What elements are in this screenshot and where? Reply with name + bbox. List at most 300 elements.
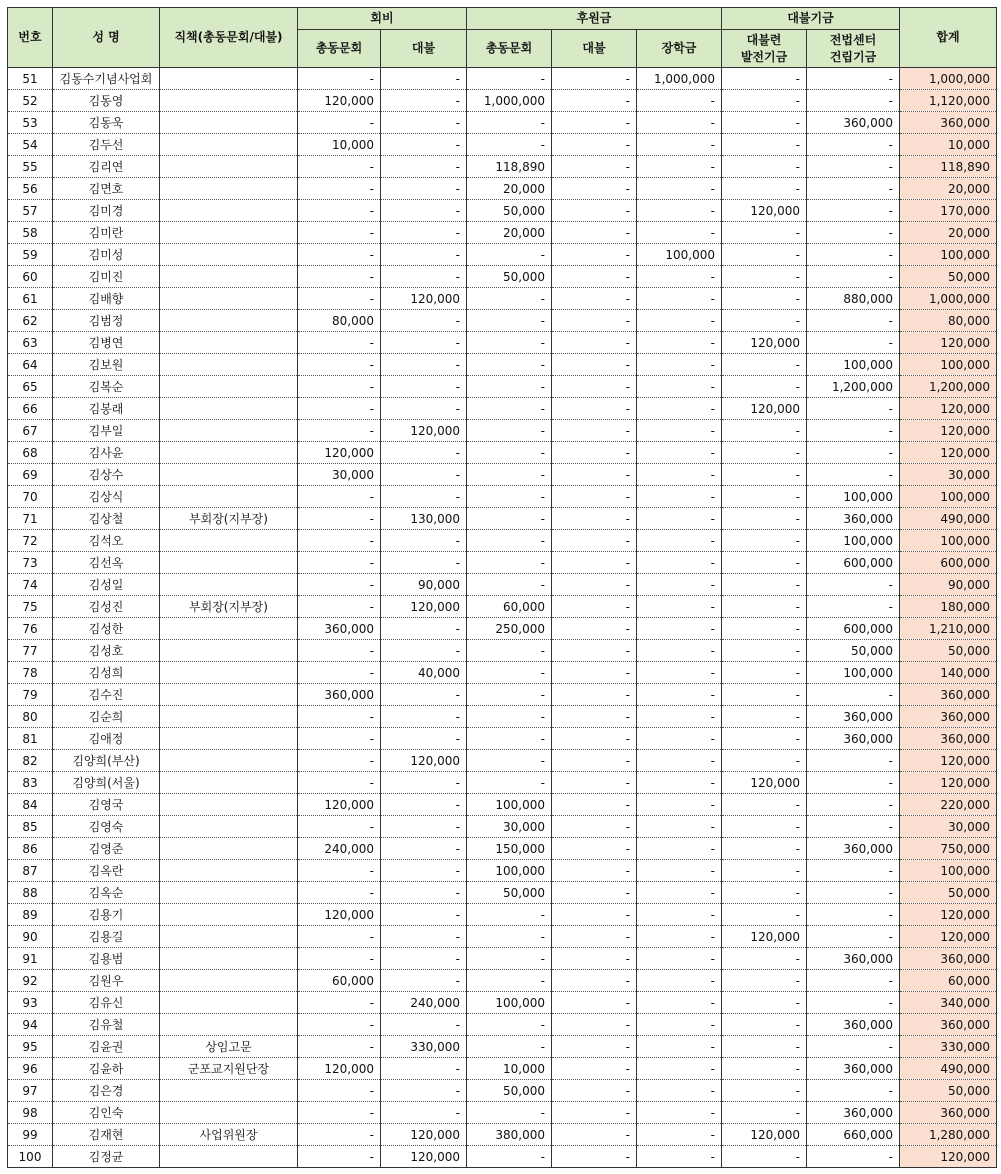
- row-number-cell[interactable]: 63: [8, 332, 53, 354]
- development-fund-cell[interactable]: -: [722, 310, 807, 332]
- membership-daebul-cell[interactable]: -: [381, 376, 467, 398]
- row-number-cell[interactable]: 78: [8, 662, 53, 684]
- scholarship-cell[interactable]: -: [637, 376, 722, 398]
- name-cell[interactable]: 김원우: [53, 970, 160, 992]
- membership-daebul-cell[interactable]: -: [381, 464, 467, 486]
- total-cell[interactable]: 360,000: [900, 728, 997, 750]
- membership-daebul-cell[interactable]: 120,000: [381, 420, 467, 442]
- row-number-cell[interactable]: 83: [8, 772, 53, 794]
- membership-alumni-cell[interactable]: -: [298, 266, 381, 288]
- total-cell[interactable]: 360,000: [900, 1014, 997, 1036]
- row-number-cell[interactable]: 87: [8, 860, 53, 882]
- membership-daebul-cell[interactable]: -: [381, 552, 467, 574]
- total-cell[interactable]: 170,000: [900, 200, 997, 222]
- role-cell[interactable]: [160, 486, 298, 508]
- name-cell[interactable]: 김미성: [53, 244, 160, 266]
- total-cell[interactable]: 120,000: [900, 442, 997, 464]
- name-cell[interactable]: 김애정: [53, 728, 160, 750]
- scholarship-cell[interactable]: -: [637, 1014, 722, 1036]
- sponsorship-alumni-cell[interactable]: 1,000,000: [467, 90, 552, 112]
- membership-daebul-cell[interactable]: -: [381, 1014, 467, 1036]
- sponsorship-daebul-cell[interactable]: -: [552, 948, 637, 970]
- development-fund-cell[interactable]: 120,000: [722, 332, 807, 354]
- sponsorship-alumni-cell[interactable]: -: [467, 486, 552, 508]
- role-cell[interactable]: [160, 706, 298, 728]
- sponsorship-daebul-cell[interactable]: -: [552, 134, 637, 156]
- row-number-cell[interactable]: 89: [8, 904, 53, 926]
- center-fund-cell[interactable]: 360,000: [807, 838, 900, 860]
- membership-daebul-cell[interactable]: -: [381, 970, 467, 992]
- membership-alumni-cell[interactable]: -: [298, 640, 381, 662]
- name-cell[interactable]: 김옥순: [53, 882, 160, 904]
- total-cell[interactable]: 490,000: [900, 1058, 997, 1080]
- scholarship-cell[interactable]: -: [637, 1124, 722, 1146]
- membership-alumni-cell[interactable]: -: [298, 596, 381, 618]
- development-fund-cell[interactable]: 120,000: [722, 772, 807, 794]
- development-fund-cell[interactable]: -: [722, 970, 807, 992]
- sponsorship-daebul-cell[interactable]: -: [552, 926, 637, 948]
- membership-daebul-cell[interactable]: -: [381, 838, 467, 860]
- center-fund-cell[interactable]: -: [807, 992, 900, 1014]
- row-number-cell[interactable]: 93: [8, 992, 53, 1014]
- total-cell[interactable]: 118,890: [900, 156, 997, 178]
- name-cell[interactable]: 김양희(부산): [53, 750, 160, 772]
- membership-alumni-cell[interactable]: -: [298, 420, 381, 442]
- total-cell[interactable]: 60,000: [900, 970, 997, 992]
- sponsorship-alumni-cell[interactable]: 100,000: [467, 794, 552, 816]
- center-fund-cell[interactable]: 100,000: [807, 530, 900, 552]
- membership-alumni-cell[interactable]: -: [298, 376, 381, 398]
- membership-daebul-cell[interactable]: -: [381, 332, 467, 354]
- role-cell[interactable]: 사업위원장: [160, 1124, 298, 1146]
- membership-alumni-cell[interactable]: -: [298, 728, 381, 750]
- membership-daebul-cell[interactable]: -: [381, 354, 467, 376]
- header-membership-alumni[interactable]: 총동문회: [298, 30, 381, 68]
- sponsorship-daebul-cell[interactable]: -: [552, 882, 637, 904]
- header-fund-development[interactable]: 대불련 발전기금: [722, 30, 807, 68]
- role-cell[interactable]: [160, 794, 298, 816]
- header-membership-daebul[interactable]: 대불: [381, 30, 467, 68]
- row-number-cell[interactable]: 92: [8, 970, 53, 992]
- center-fund-cell[interactable]: -: [807, 882, 900, 904]
- center-fund-cell[interactable]: -: [807, 178, 900, 200]
- role-cell[interactable]: [160, 112, 298, 134]
- role-cell[interactable]: [160, 1102, 298, 1124]
- sponsorship-alumni-cell[interactable]: -: [467, 926, 552, 948]
- scholarship-cell[interactable]: -: [637, 970, 722, 992]
- name-cell[interactable]: 김용길: [53, 926, 160, 948]
- membership-daebul-cell[interactable]: -: [381, 640, 467, 662]
- membership-daebul-cell[interactable]: -: [381, 860, 467, 882]
- total-cell[interactable]: 120,000: [900, 1146, 997, 1168]
- scholarship-cell[interactable]: -: [637, 1058, 722, 1080]
- header-no[interactable]: 번호: [8, 8, 53, 68]
- total-cell[interactable]: 50,000: [900, 266, 997, 288]
- role-cell[interactable]: [160, 420, 298, 442]
- sponsorship-daebul-cell[interactable]: -: [552, 1036, 637, 1058]
- sponsorship-alumni-cell[interactable]: -: [467, 398, 552, 420]
- sponsorship-daebul-cell[interactable]: -: [552, 1102, 637, 1124]
- sponsorship-daebul-cell[interactable]: -: [552, 1014, 637, 1036]
- header-group-membership[interactable]: 회비: [298, 8, 467, 30]
- sponsorship-daebul-cell[interactable]: -: [552, 1124, 637, 1146]
- row-number-cell[interactable]: 58: [8, 222, 53, 244]
- name-cell[interactable]: 김범정: [53, 310, 160, 332]
- center-fund-cell[interactable]: 360,000: [807, 706, 900, 728]
- name-cell[interactable]: 김사윤: [53, 442, 160, 464]
- row-number-cell[interactable]: 72: [8, 530, 53, 552]
- sponsorship-alumni-cell[interactable]: 250,000: [467, 618, 552, 640]
- sponsorship-alumni-cell[interactable]: -: [467, 904, 552, 926]
- development-fund-cell[interactable]: -: [722, 728, 807, 750]
- membership-alumni-cell[interactable]: -: [298, 882, 381, 904]
- scholarship-cell[interactable]: -: [637, 728, 722, 750]
- row-number-cell[interactable]: 75: [8, 596, 53, 618]
- total-cell[interactable]: 600,000: [900, 552, 997, 574]
- total-cell[interactable]: 120,000: [900, 398, 997, 420]
- scholarship-cell[interactable]: -: [637, 530, 722, 552]
- sponsorship-alumni-cell[interactable]: 118,890: [467, 156, 552, 178]
- role-cell[interactable]: [160, 662, 298, 684]
- development-fund-cell[interactable]: 120,000: [722, 926, 807, 948]
- development-fund-cell[interactable]: -: [722, 992, 807, 1014]
- sponsorship-daebul-cell[interactable]: -: [552, 904, 637, 926]
- development-fund-cell[interactable]: -: [722, 266, 807, 288]
- membership-daebul-cell[interactable]: 120,000: [381, 1124, 467, 1146]
- development-fund-cell[interactable]: -: [722, 1036, 807, 1058]
- name-cell[interactable]: 김성일: [53, 574, 160, 596]
- development-fund-cell[interactable]: -: [722, 948, 807, 970]
- role-cell[interactable]: [160, 398, 298, 420]
- membership-daebul-cell[interactable]: 130,000: [381, 508, 467, 530]
- total-cell[interactable]: 1,120,000: [900, 90, 997, 112]
- name-cell[interactable]: 김동영: [53, 90, 160, 112]
- development-fund-cell[interactable]: -: [722, 640, 807, 662]
- sponsorship-daebul-cell[interactable]: -: [552, 310, 637, 332]
- row-number-cell[interactable]: 61: [8, 288, 53, 310]
- sponsorship-alumni-cell[interactable]: -: [467, 288, 552, 310]
- scholarship-cell[interactable]: -: [637, 662, 722, 684]
- name-cell[interactable]: 김인숙: [53, 1102, 160, 1124]
- development-fund-cell[interactable]: -: [722, 68, 807, 90]
- center-fund-cell[interactable]: 600,000: [807, 552, 900, 574]
- sponsorship-alumni-cell[interactable]: 150,000: [467, 838, 552, 860]
- scholarship-cell[interactable]: -: [637, 596, 722, 618]
- sponsorship-alumni-cell[interactable]: 50,000: [467, 200, 552, 222]
- membership-alumni-cell[interactable]: -: [298, 244, 381, 266]
- name-cell[interactable]: 김용범: [53, 948, 160, 970]
- total-cell[interactable]: 30,000: [900, 816, 997, 838]
- sponsorship-daebul-cell[interactable]: -: [552, 332, 637, 354]
- total-cell[interactable]: 360,000: [900, 112, 997, 134]
- scholarship-cell[interactable]: -: [637, 134, 722, 156]
- scholarship-cell[interactable]: -: [637, 618, 722, 640]
- name-cell[interactable]: 김옥란: [53, 860, 160, 882]
- header-name[interactable]: 성 명: [53, 8, 160, 68]
- membership-daebul-cell[interactable]: -: [381, 90, 467, 112]
- role-cell[interactable]: [160, 310, 298, 332]
- scholarship-cell[interactable]: -: [637, 794, 722, 816]
- scholarship-cell[interactable]: -: [637, 1080, 722, 1102]
- total-cell[interactable]: 100,000: [900, 354, 997, 376]
- membership-alumni-cell[interactable]: -: [298, 552, 381, 574]
- membership-alumni-cell[interactable]: 30,000: [298, 464, 381, 486]
- sponsorship-daebul-cell[interactable]: -: [552, 354, 637, 376]
- sponsorship-daebul-cell[interactable]: -: [552, 838, 637, 860]
- role-cell[interactable]: [160, 618, 298, 640]
- membership-daebul-cell[interactable]: -: [381, 222, 467, 244]
- row-number-cell[interactable]: 82: [8, 750, 53, 772]
- role-cell[interactable]: [160, 464, 298, 486]
- center-fund-cell[interactable]: -: [807, 222, 900, 244]
- sponsorship-alumni-cell[interactable]: -: [467, 376, 552, 398]
- membership-daebul-cell[interactable]: -: [381, 794, 467, 816]
- header-role[interactable]: 직책(총동문회/대불): [160, 8, 298, 68]
- scholarship-cell[interactable]: -: [637, 486, 722, 508]
- sponsorship-alumni-cell[interactable]: -: [467, 508, 552, 530]
- name-cell[interactable]: 김복순: [53, 376, 160, 398]
- development-fund-cell[interactable]: -: [722, 1014, 807, 1036]
- name-cell[interactable]: 김윤권: [53, 1036, 160, 1058]
- role-cell[interactable]: [160, 200, 298, 222]
- development-fund-cell[interactable]: -: [722, 794, 807, 816]
- membership-daebul-cell[interactable]: -: [381, 618, 467, 640]
- name-cell[interactable]: 김상철: [53, 508, 160, 530]
- center-fund-cell[interactable]: -: [807, 398, 900, 420]
- row-number-cell[interactable]: 74: [8, 574, 53, 596]
- scholarship-cell[interactable]: -: [637, 750, 722, 772]
- role-cell[interactable]: [160, 266, 298, 288]
- total-cell[interactable]: 120,000: [900, 772, 997, 794]
- role-cell[interactable]: [160, 1146, 298, 1168]
- role-cell[interactable]: [160, 750, 298, 772]
- scholarship-cell[interactable]: -: [637, 1102, 722, 1124]
- sponsorship-alumni-cell[interactable]: 10,000: [467, 1058, 552, 1080]
- development-fund-cell[interactable]: -: [722, 288, 807, 310]
- role-cell[interactable]: [160, 816, 298, 838]
- development-fund-cell[interactable]: -: [722, 178, 807, 200]
- membership-daebul-cell[interactable]: -: [381, 200, 467, 222]
- role-cell[interactable]: [160, 552, 298, 574]
- membership-alumni-cell[interactable]: -: [298, 508, 381, 530]
- center-fund-cell[interactable]: -: [807, 332, 900, 354]
- development-fund-cell[interactable]: -: [722, 838, 807, 860]
- center-fund-cell[interactable]: -: [807, 1146, 900, 1168]
- name-cell[interactable]: 김영국: [53, 794, 160, 816]
- row-number-cell[interactable]: 64: [8, 354, 53, 376]
- scholarship-cell[interactable]: -: [637, 574, 722, 596]
- total-cell[interactable]: 120,000: [900, 332, 997, 354]
- center-fund-cell[interactable]: -: [807, 244, 900, 266]
- center-fund-cell[interactable]: 100,000: [807, 486, 900, 508]
- membership-alumni-cell[interactable]: 360,000: [298, 618, 381, 640]
- total-cell[interactable]: 360,000: [900, 706, 997, 728]
- name-cell[interactable]: 김보원: [53, 354, 160, 376]
- sponsorship-alumni-cell[interactable]: -: [467, 662, 552, 684]
- name-cell[interactable]: 김유철: [53, 1014, 160, 1036]
- center-fund-cell[interactable]: 100,000: [807, 354, 900, 376]
- scholarship-cell[interactable]: -: [637, 706, 722, 728]
- membership-alumni-cell[interactable]: -: [298, 1080, 381, 1102]
- membership-daebul-cell[interactable]: -: [381, 486, 467, 508]
- sponsorship-alumni-cell[interactable]: -: [467, 970, 552, 992]
- membership-alumni-cell[interactable]: 120,000: [298, 904, 381, 926]
- sponsorship-daebul-cell[interactable]: -: [552, 794, 637, 816]
- role-cell[interactable]: [160, 970, 298, 992]
- sponsorship-daebul-cell[interactable]: -: [552, 662, 637, 684]
- sponsorship-daebul-cell[interactable]: -: [552, 1146, 637, 1168]
- sponsorship-daebul-cell[interactable]: -: [552, 486, 637, 508]
- row-number-cell[interactable]: 96: [8, 1058, 53, 1080]
- sponsorship-alumni-cell[interactable]: -: [467, 112, 552, 134]
- row-number-cell[interactable]: 71: [8, 508, 53, 530]
- header-fund-center[interactable]: 전법센터 건립기금: [807, 30, 900, 68]
- row-number-cell[interactable]: 86: [8, 838, 53, 860]
- sponsorship-alumni-cell[interactable]: -: [467, 1146, 552, 1168]
- name-cell[interactable]: 김리연: [53, 156, 160, 178]
- development-fund-cell[interactable]: -: [722, 420, 807, 442]
- scholarship-cell[interactable]: -: [637, 464, 722, 486]
- total-cell[interactable]: 50,000: [900, 1080, 997, 1102]
- total-cell[interactable]: 1,280,000: [900, 1124, 997, 1146]
- role-cell[interactable]: [160, 860, 298, 882]
- scholarship-cell[interactable]: -: [637, 442, 722, 464]
- row-number-cell[interactable]: 90: [8, 926, 53, 948]
- sponsorship-alumni-cell[interactable]: -: [467, 442, 552, 464]
- sponsorship-daebul-cell[interactable]: -: [552, 750, 637, 772]
- scholarship-cell[interactable]: -: [637, 112, 722, 134]
- role-cell[interactable]: [160, 640, 298, 662]
- membership-daebul-cell[interactable]: -: [381, 948, 467, 970]
- row-number-cell[interactable]: 95: [8, 1036, 53, 1058]
- total-cell[interactable]: 360,000: [900, 684, 997, 706]
- membership-daebul-cell[interactable]: 330,000: [381, 1036, 467, 1058]
- name-cell[interactable]: 김병연: [53, 332, 160, 354]
- row-number-cell[interactable]: 69: [8, 464, 53, 486]
- scholarship-cell[interactable]: -: [637, 178, 722, 200]
- scholarship-cell[interactable]: -: [637, 200, 722, 222]
- center-fund-cell[interactable]: 360,000: [807, 1102, 900, 1124]
- center-fund-cell[interactable]: -: [807, 816, 900, 838]
- membership-alumni-cell[interactable]: -: [298, 288, 381, 310]
- center-fund-cell[interactable]: -: [807, 970, 900, 992]
- development-fund-cell[interactable]: -: [722, 750, 807, 772]
- role-cell[interactable]: [160, 948, 298, 970]
- membership-alumni-cell[interactable]: -: [298, 200, 381, 222]
- development-fund-cell[interactable]: -: [722, 1058, 807, 1080]
- role-cell[interactable]: [160, 728, 298, 750]
- sponsorship-daebul-cell[interactable]: -: [552, 772, 637, 794]
- sponsorship-daebul-cell[interactable]: -: [552, 178, 637, 200]
- membership-alumni-cell[interactable]: -: [298, 1124, 381, 1146]
- sponsorship-alumni-cell[interactable]: 50,000: [467, 882, 552, 904]
- membership-daebul-cell[interactable]: -: [381, 1080, 467, 1102]
- name-cell[interactable]: 김순희: [53, 706, 160, 728]
- role-cell[interactable]: [160, 926, 298, 948]
- sponsorship-alumni-cell[interactable]: 30,000: [467, 816, 552, 838]
- total-cell[interactable]: 120,000: [900, 750, 997, 772]
- name-cell[interactable]: 김상식: [53, 486, 160, 508]
- sponsorship-alumni-cell[interactable]: -: [467, 772, 552, 794]
- center-fund-cell[interactable]: -: [807, 310, 900, 332]
- sponsorship-alumni-cell[interactable]: -: [467, 574, 552, 596]
- name-cell[interactable]: 김영준: [53, 838, 160, 860]
- center-fund-cell[interactable]: 100,000: [807, 662, 900, 684]
- sponsorship-daebul-cell[interactable]: -: [552, 112, 637, 134]
- name-cell[interactable]: 김수진: [53, 684, 160, 706]
- scholarship-cell[interactable]: -: [637, 266, 722, 288]
- role-cell[interactable]: [160, 992, 298, 1014]
- membership-alumni-cell[interactable]: 60,000: [298, 970, 381, 992]
- membership-daebul-cell[interactable]: -: [381, 442, 467, 464]
- scholarship-cell[interactable]: -: [637, 552, 722, 574]
- membership-daebul-cell[interactable]: -: [381, 530, 467, 552]
- center-fund-cell[interactable]: -: [807, 596, 900, 618]
- header-sponsorship-daebul[interactable]: 대불: [552, 30, 637, 68]
- scholarship-cell[interactable]: -: [637, 354, 722, 376]
- membership-daebul-cell[interactable]: -: [381, 112, 467, 134]
- development-fund-cell[interactable]: -: [722, 662, 807, 684]
- role-cell[interactable]: [160, 684, 298, 706]
- sponsorship-daebul-cell[interactable]: -: [552, 222, 637, 244]
- membership-daebul-cell[interactable]: -: [381, 178, 467, 200]
- membership-alumni-cell[interactable]: -: [298, 662, 381, 684]
- name-cell[interactable]: 김두선: [53, 134, 160, 156]
- development-fund-cell[interactable]: -: [722, 442, 807, 464]
- membership-daebul-cell[interactable]: 90,000: [381, 574, 467, 596]
- development-fund-cell[interactable]: -: [722, 552, 807, 574]
- role-cell[interactable]: [160, 838, 298, 860]
- membership-daebul-cell[interactable]: -: [381, 1102, 467, 1124]
- development-fund-cell[interactable]: 120,000: [722, 398, 807, 420]
- role-cell[interactable]: [160, 772, 298, 794]
- row-number-cell[interactable]: 56: [8, 178, 53, 200]
- membership-alumni-cell[interactable]: -: [298, 354, 381, 376]
- name-cell[interactable]: 김용기: [53, 904, 160, 926]
- development-fund-cell[interactable]: -: [722, 882, 807, 904]
- total-cell[interactable]: 180,000: [900, 596, 997, 618]
- sponsorship-alumni-cell[interactable]: 100,000: [467, 860, 552, 882]
- development-fund-cell[interactable]: -: [722, 904, 807, 926]
- development-fund-cell[interactable]: -: [722, 706, 807, 728]
- row-number-cell[interactable]: 80: [8, 706, 53, 728]
- membership-alumni-cell[interactable]: -: [298, 112, 381, 134]
- development-fund-cell[interactable]: -: [722, 1080, 807, 1102]
- role-cell[interactable]: [160, 156, 298, 178]
- membership-alumni-cell[interactable]: -: [298, 926, 381, 948]
- membership-daebul-cell[interactable]: 120,000: [381, 288, 467, 310]
- membership-alumni-cell[interactable]: -: [298, 574, 381, 596]
- membership-alumni-cell[interactable]: -: [298, 750, 381, 772]
- scholarship-cell[interactable]: -: [637, 926, 722, 948]
- scholarship-cell[interactable]: 1,000,000: [637, 68, 722, 90]
- row-number-cell[interactable]: 73: [8, 552, 53, 574]
- membership-alumni-cell[interactable]: -: [298, 860, 381, 882]
- header-sponsorship-scholarship[interactable]: 장학금: [637, 30, 722, 68]
- membership-alumni-cell[interactable]: -: [298, 772, 381, 794]
- development-fund-cell[interactable]: -: [722, 508, 807, 530]
- total-cell[interactable]: 140,000: [900, 662, 997, 684]
- name-cell[interactable]: 김미경: [53, 200, 160, 222]
- sponsorship-alumni-cell[interactable]: -: [467, 1014, 552, 1036]
- membership-alumni-cell[interactable]: -: [298, 992, 381, 1014]
- row-number-cell[interactable]: 57: [8, 200, 53, 222]
- sponsorship-alumni-cell[interactable]: -: [467, 1036, 552, 1058]
- total-cell[interactable]: 360,000: [900, 1102, 997, 1124]
- scholarship-cell[interactable]: -: [637, 398, 722, 420]
- scholarship-cell[interactable]: -: [637, 420, 722, 442]
- membership-alumni-cell[interactable]: 10,000: [298, 134, 381, 156]
